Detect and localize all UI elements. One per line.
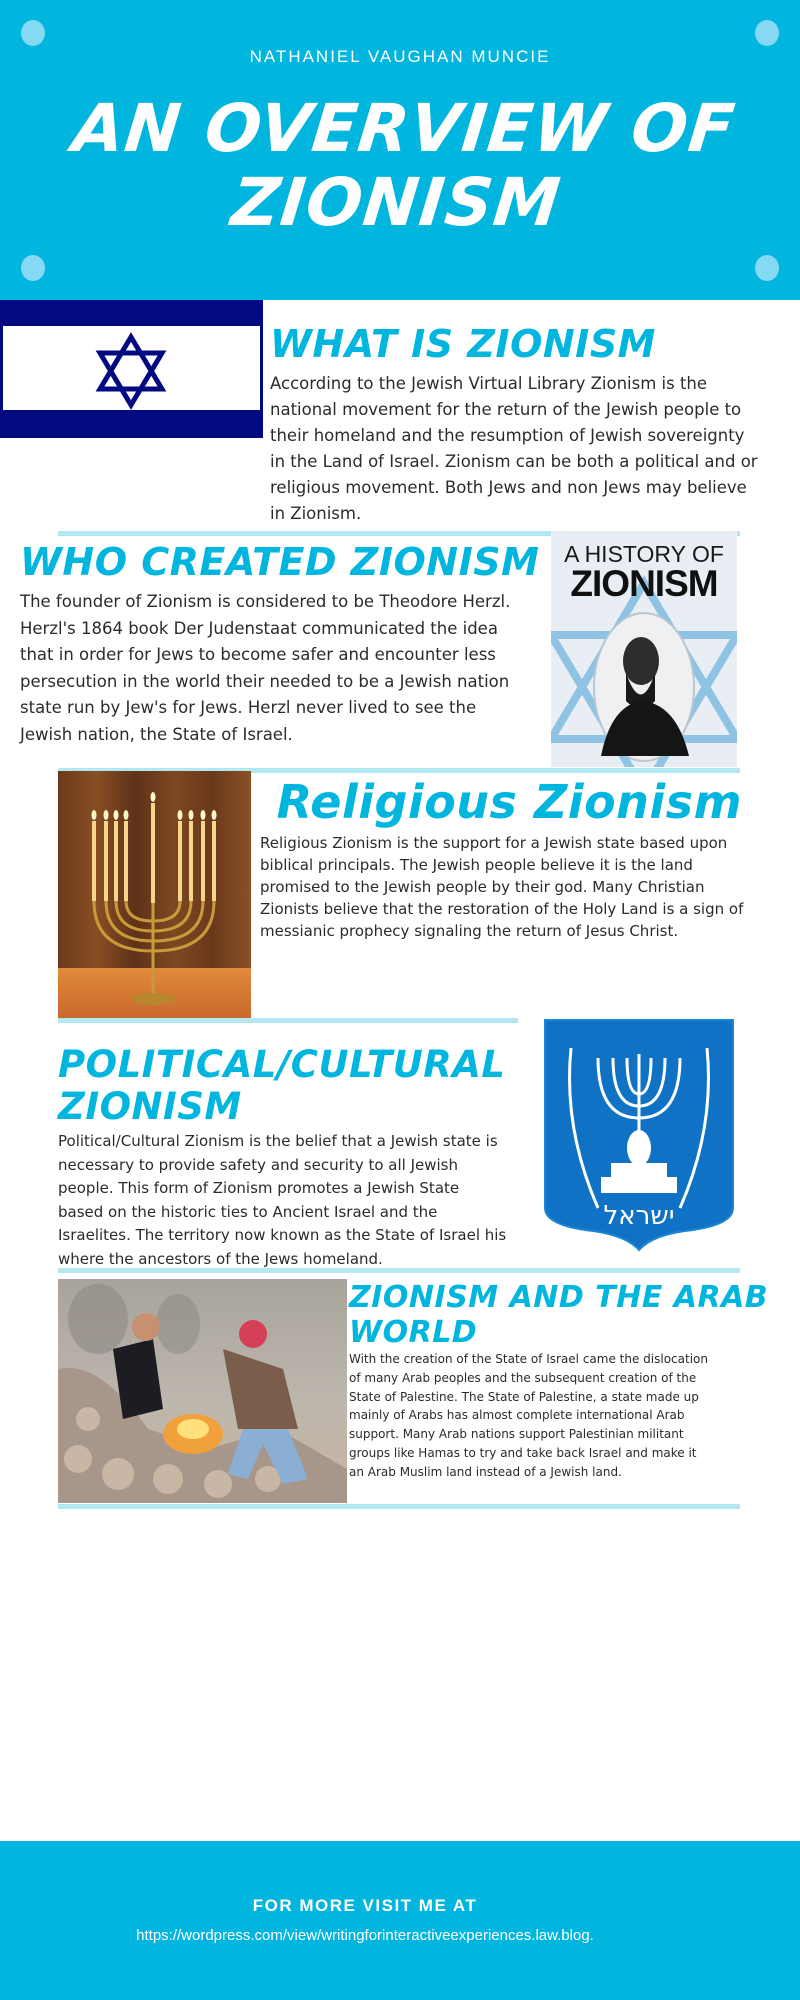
- section-body-religious-zionism: Religious Zionism is the support for a Jewish state based upon biblical principals. The Jewish people believe it is the land promised to the Jewish people by their god. Many Christian Zionists believe that the restoration of the Holy Land is a sign of messianic prophecy signaling the return of Jesus Christ.: [260, 834, 744, 940]
- protest-scene-icon: [58, 1279, 347, 1503]
- section-divider: [58, 1018, 518, 1023]
- book-title-line1: A HISTORY OF: [564, 541, 724, 567]
- heading-line1: ZIONISM AND THE ARAB: [349, 1280, 769, 1315]
- protest-photo: [58, 1279, 347, 1503]
- emblem-of-israel-image: [543, 1018, 735, 1254]
- decorative-dot: [21, 20, 45, 46]
- decorative-dot: [755, 20, 779, 46]
- section-body-political-cultural-zionism: Political/Cultural Zionism is the belief that a Jewish state is necessary to provide safety and security to all Jewish people. This form of Zionism promotes a Jewish State based on the historic ties to Ancient Israel and the Israelites. The territory now known as the State of Israel his where the ancestors of the Jews homeland.: [58, 1132, 507, 1268]
- section-body-zionism-and-the-arab-world: With the creation of the State of Israel came the dislocation of many Arab peoples and the subsequent creation of the State of Palestine. The State of Palestine, a state made up mainly of Arabs has almost complete international Arab support. Many Arab nations support Palestinian militant groups like Hamas to try and take back Israel and make it an Arab Muslim land instead of a Jewish land.: [349, 1352, 708, 1479]
- book-title-line2: ZIONISM: [570, 563, 718, 604]
- heading-line2: ZIONISM: [58, 1085, 242, 1128]
- page-title: [0, 92, 800, 240]
- section-divider: [58, 1268, 740, 1273]
- history-of-zionism-book-cover: [551, 531, 737, 767]
- emblem-of-israel-icon: [543, 1018, 735, 1254]
- section-body-what-is-zionism: According to the Jewish Virtual Library Zionism is the national movement for the return of the Jewish people to their homeland and the resumption of Jewish sovereignty in the Land of Israel. Zionism can be both a political and or religious movement. Both Jews and non Jews may believe in Zionism.: [270, 374, 758, 523]
- section-heading-what-is-zionism: WHAT IS ZIONISM: [270, 322, 656, 366]
- header-banner: [0, 0, 800, 300]
- svg-text:ישראל: ישראל: [603, 1201, 675, 1231]
- star-of-david-icon: [3, 326, 260, 410]
- blog-link[interactable]: https://wordpress.com/view/writingforinteractiveexperiences.law.blog.: [136, 1927, 594, 1944]
- israeli-flag-image: [0, 300, 263, 438]
- section-heading-who-created-zionism: WHO CREATED ZIONISM: [20, 540, 540, 584]
- menorah-photo: [58, 771, 251, 1020]
- section-heading-political-cultural-zionism: [58, 1044, 505, 1128]
- section-heading-zionism-and-the-arab-world: [349, 1280, 768, 1350]
- menorah-icon: [58, 771, 251, 1020]
- decorative-dot: [21, 255, 45, 281]
- heading-line2: WORLD: [349, 1315, 478, 1350]
- page-title-line1: AN OVERVIEW OF: [69, 90, 739, 167]
- section-heading-religious-zionism: Religious Zionism: [276, 775, 742, 829]
- footer-banner: [0, 1841, 800, 2000]
- heading-line1: POLITICAL/CULTURAL: [58, 1043, 506, 1086]
- section-divider: [58, 1504, 740, 1509]
- footer-label: FOR MORE VISIT ME AT: [252, 1896, 478, 1915]
- decorative-dot: [755, 255, 779, 281]
- author-name: NATHANIEL VAUGHAN MUNCIE: [249, 47, 551, 66]
- page-title-line2: ZIONISM: [227, 164, 565, 241]
- section-body-who-created-zionism: The founder of Zionism is considered to be Theodore Herzl. Herzl's 1864 book Der Judenstaat communicated the idea that in order for Jews to become safer and encounter less persecution in the world their needed to be a Jewish nation state run by Jew's for Jews. Herzl never lived to see the Jewish nation, the State of Israel.: [20, 592, 511, 744]
